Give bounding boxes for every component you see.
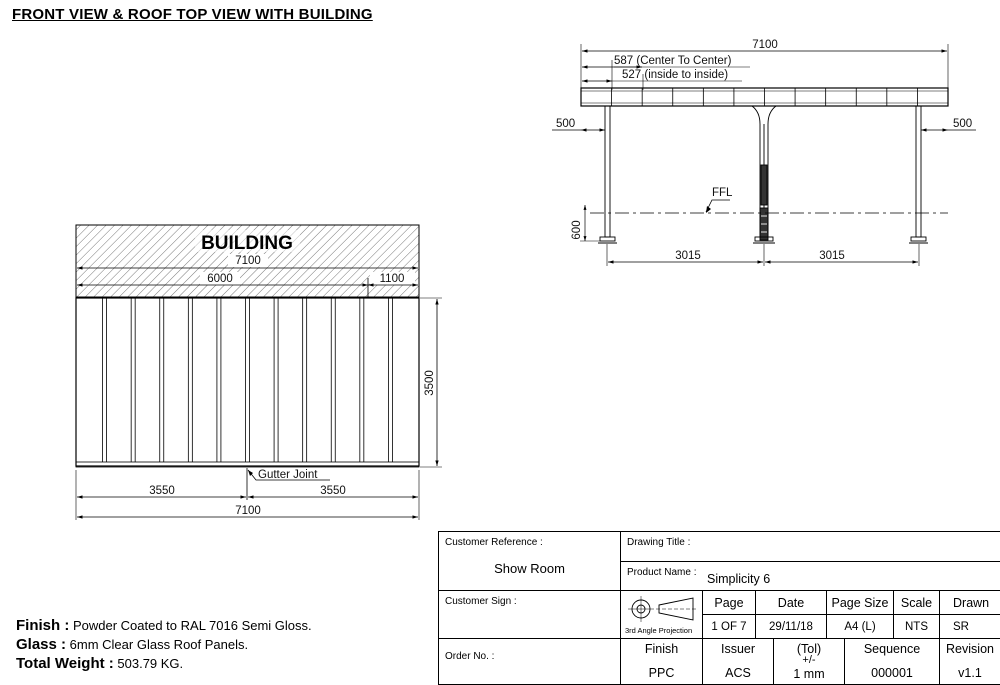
scale-label: Scale [900,596,933,610]
drawn-value: SR [953,621,969,633]
product-name-label: Product Name : [627,567,697,578]
issuer-label: Issuer [720,642,756,656]
front-dim-527: 527 (inside to inside) [622,69,729,81]
sequence-label: Sequence [863,642,921,656]
tol-sign: +/- [802,654,816,666]
title-block [438,531,1000,685]
front-view [552,39,976,266]
order-no-label: Order No. : [445,651,495,662]
product-name-cell [621,562,1000,591]
scale-value: NTS [905,621,928,633]
date-value: 29/11/18 [769,621,813,633]
sequence-value: 000001 [871,666,913,680]
weight-note-value: 503.79 KG. [117,656,184,671]
weight-note-label: Total Weight : [16,655,114,672]
order-no-cell [439,639,621,685]
notes [16,616,312,673]
customer-reference-value: Show Room [494,561,565,576]
customer-sign-cell [439,591,621,639]
revision-value: v1.1 [958,666,982,680]
tol-label: (Tol) [796,642,822,656]
ffl-label: FFL [712,187,733,199]
finish-label: Finish [644,642,679,656]
third-angle-projection-icon [623,593,703,627]
top-dim-3550-right: 3550 [320,485,346,497]
front-dim-7100: 7100 [752,39,778,51]
top-view [76,225,442,520]
product-name-value: Simplicity 6 [707,572,771,586]
finish-note-label: Finish : [16,617,70,634]
front-dim-3015-left: 3015 [675,250,701,262]
revision-label: Revision [946,642,994,656]
drawing-heading: FRONT VIEW & ROOF TOP VIEW WITH BUILDING [12,6,373,23]
finish-note-value: Powder Coated to RAL 7016 Semi Gloss. [72,618,312,633]
top-dim-3550-left: 3550 [149,485,175,497]
glass-note [16,635,312,654]
glass-note-value: 6mm Clear Glass Roof Panels. [69,637,249,652]
weight-note [16,654,312,673]
tol-value: 1 mm [793,667,825,681]
building-label: BUILDING [201,233,293,254]
page-size-value: A4 (L) [844,621,876,633]
front-dim-587: 587 (Center To Center) [614,55,732,67]
front-dim-500-left: 500 [556,118,576,130]
top-dim-3500: 3500 [424,370,436,396]
page-label: Page [714,596,744,610]
issuer-value: ACS [725,666,751,680]
drawn-label: Drawn [953,596,990,610]
page-value: 1 OF 7 [711,621,747,633]
finish-note [16,616,312,635]
top-dim-7100-bottom: 7100 [235,505,261,517]
drawing-title-cell [621,532,1000,562]
glass-panels [103,298,393,462]
front-dim-500-right: 500 [953,118,973,130]
top-dim-6000: 6000 [207,273,233,285]
customer-reference-label: Customer Reference : [445,537,543,548]
drawing-title-label: Drawing Title : [627,537,691,548]
date-label: Date [777,596,805,610]
customer-sign-label: Customer Sign : [445,596,517,607]
front-dim-3015-right: 3015 [819,250,845,262]
customer-reference-cell [439,532,621,591]
glass-note-label: Glass : [16,636,67,653]
posts [605,106,921,240]
gutter-joint-label: Gutter Joint [258,469,318,481]
top-dim-7100: 7100 [235,255,261,267]
front-dim-600: 600 [571,220,583,240]
projection-cell [621,591,703,639]
finish-value: PPC [648,666,675,680]
page-size-label: Page Size [831,596,889,610]
roof-outline [76,298,419,466]
projection-label: 3rd Angle Projection [625,626,693,635]
top-dim-1100: 1100 [379,273,405,285]
